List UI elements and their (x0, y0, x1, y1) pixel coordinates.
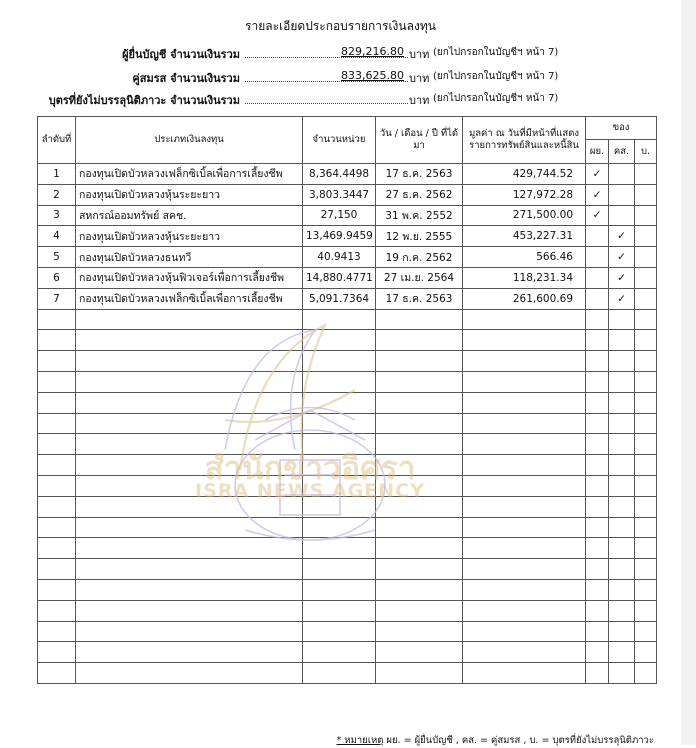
summary-row-child (0, 91, 681, 107)
value (463, 642, 586, 663)
units (303, 642, 376, 663)
row-number (38, 434, 76, 455)
investment-type (76, 621, 303, 642)
acquired-date (376, 413, 463, 434)
owner-child-check (635, 517, 657, 538)
owner-spouse-check (609, 413, 635, 434)
table-row (38, 205, 657, 226)
table-row-empty (38, 642, 657, 663)
row-number (38, 496, 76, 517)
acquired-date: 12 พ.ย. 2555 (376, 226, 463, 247)
table-row-empty (38, 517, 657, 538)
value: 271,500.00 (463, 205, 586, 226)
owner-declarant-check (586, 309, 609, 330)
investment-type: กองทุนเปิดบัวหลวงเฟล็กซิเบิ้ลเพื่อการเลี้ยงชีพ (76, 288, 303, 309)
watermark-english-text: ISRA NEWS AGENCY (195, 480, 425, 502)
owner-child-check (635, 621, 657, 642)
acquired-date (376, 434, 463, 455)
owner-declarant-check (586, 392, 609, 413)
header-owner-declarant: ผย. (586, 140, 609, 164)
owner-child-check (635, 663, 657, 684)
header-owner-child: บ. (635, 140, 657, 164)
owner-declarant-check (586, 371, 609, 392)
owner-child-check (635, 330, 657, 351)
investment-type (76, 351, 303, 372)
summary-value: 829,216.80 (341, 45, 404, 58)
value: 127,972.28 (463, 184, 586, 205)
investment-type (76, 309, 303, 330)
acquired-date (376, 579, 463, 600)
units (303, 559, 376, 580)
owner-spouse-check (609, 621, 635, 642)
units (303, 413, 376, 434)
owner-spouse-check: ✓ (609, 226, 635, 247)
value: 566.46 (463, 247, 586, 268)
owner-child-check (635, 205, 657, 226)
acquired-date: 31 พ.ค. 2552 (376, 205, 463, 226)
owner-spouse-check: ✓ (609, 247, 635, 268)
owner-declarant-check (586, 247, 609, 268)
owner-spouse-check (609, 434, 635, 455)
owner-declarant-check (586, 663, 609, 684)
row-number (38, 579, 76, 600)
investment-type (76, 663, 303, 684)
acquired-date: 27 ธ.ค. 2562 (376, 184, 463, 205)
units (303, 392, 376, 413)
investment-type (76, 496, 303, 517)
acquired-date (376, 517, 463, 538)
acquired-date: 27 เม.ย. 2564 (376, 267, 463, 288)
investment-type: กองทุนเปิดบัวหลวงเฟล็กซิเบิ้ลเพื่อการเลี้ยงชีพ (76, 164, 303, 185)
value: 429,744.52 (463, 164, 586, 185)
investment-type (76, 538, 303, 559)
value (463, 559, 586, 580)
owner-declarant-check (586, 351, 609, 372)
table-body (38, 164, 657, 684)
acquired-date: 17 ธ.ค. 2563 (376, 164, 463, 185)
table-row (38, 288, 657, 309)
acquired-date (376, 642, 463, 663)
owner-child-check (635, 371, 657, 392)
summary-label: บุตรที่ยังไม่บรรลุนิติภาวะ จำนวนเงินรวม (48, 94, 240, 107)
investment-type (76, 517, 303, 538)
table-row-empty (38, 538, 657, 559)
table-row-empty (38, 496, 657, 517)
table-row (38, 247, 657, 268)
row-number: 7 (38, 288, 76, 309)
units (303, 455, 376, 476)
row-number (38, 475, 76, 496)
units: 40.9413 (303, 247, 376, 268)
table-row-empty (38, 309, 657, 330)
acquired-date (376, 663, 463, 684)
owner-declarant-check (586, 642, 609, 663)
owner-declarant-check (586, 413, 609, 434)
watermark-thai-text: สำนักข่าวอิศรา (204, 449, 416, 487)
page-margin-strip (681, 0, 696, 745)
owner-child-check (635, 392, 657, 413)
row-number (38, 517, 76, 538)
owner-spouse-check (609, 642, 635, 663)
owner-child-check (635, 579, 657, 600)
investment-type (76, 559, 303, 580)
owner-child-check (635, 351, 657, 372)
summary-note: (ยกไปกรอกในบัญชีฯ หน้า 7) (433, 93, 559, 104)
table-row-empty (38, 559, 657, 580)
units (303, 309, 376, 330)
owner-spouse-check (609, 309, 635, 330)
row-number (38, 455, 76, 476)
value: 118,231.34 (463, 267, 586, 288)
value (463, 392, 586, 413)
owner-declarant-check (586, 579, 609, 600)
owner-declarant-check (586, 621, 609, 642)
row-number (38, 371, 76, 392)
acquired-date (376, 496, 463, 517)
owner-declarant-check: ✓ (586, 205, 609, 226)
acquired-date (376, 351, 463, 372)
table-row-empty (38, 475, 657, 496)
value (463, 663, 586, 684)
owner-declarant-check (586, 455, 609, 476)
summary-row-declarant (0, 45, 681, 61)
table-row-empty (38, 621, 657, 642)
owner-declarant-check: ✓ (586, 164, 609, 185)
owner-declarant-check (586, 600, 609, 621)
investment-type: กองทุนเปิดบัวหลวงหุ้นระยะยาว (76, 226, 303, 247)
owner-declarant-check (586, 226, 609, 247)
value (463, 475, 586, 496)
owner-child-check (635, 642, 657, 663)
investment-type: กองทุนเปิดบัวหลวงธนทวี (76, 247, 303, 268)
acquired-date: 17 ธ.ค. 2563 (376, 288, 463, 309)
owner-spouse-check: ✓ (609, 267, 635, 288)
header-type: ประเภทเงินลงทุน (76, 117, 303, 164)
owner-spouse-check (609, 164, 635, 185)
summary-row-spouse (0, 69, 681, 85)
units: 27,150 (303, 205, 376, 226)
summary-unit: บาท (409, 94, 430, 107)
acquired-date (376, 330, 463, 351)
investment-type (76, 371, 303, 392)
acquired-date (376, 538, 463, 559)
investment-type (76, 579, 303, 600)
row-number (38, 413, 76, 434)
units: 14,880.4771 (303, 267, 376, 288)
row-number (38, 621, 76, 642)
owner-declarant-check (586, 517, 609, 538)
table-row (38, 267, 657, 288)
owner-declarant-check (586, 330, 609, 351)
investment-table (37, 116, 657, 684)
owner-child-check (635, 184, 657, 205)
units: 5,091.7364 (303, 288, 376, 309)
row-number (38, 351, 76, 372)
owner-child-check (635, 164, 657, 185)
row-number: 2 (38, 184, 76, 205)
row-number: 3 (38, 205, 76, 226)
value: 453,227.31 (463, 226, 586, 247)
table-row-empty (38, 371, 657, 392)
summary-value: 833,625.80 (341, 69, 404, 82)
owner-spouse-check (609, 351, 635, 372)
units (303, 351, 376, 372)
acquired-date (376, 309, 463, 330)
footnote-lead: * หมายเหตุ (336, 735, 384, 746)
table-row-empty (38, 455, 657, 476)
value (463, 413, 586, 434)
units: 8,364.4498 (303, 164, 376, 185)
owner-child-check (635, 538, 657, 559)
investment-type (76, 434, 303, 455)
owner-child-check (635, 455, 657, 476)
header-no: ลำดับที่ (38, 117, 76, 164)
owner-spouse-check (609, 496, 635, 517)
owner-child-check (635, 247, 657, 268)
units (303, 371, 376, 392)
table-row (38, 164, 657, 185)
investment-type (76, 455, 303, 476)
owner-child-check (635, 226, 657, 247)
owner-spouse-check (609, 559, 635, 580)
acquired-date (376, 559, 463, 580)
units (303, 330, 376, 351)
units (303, 600, 376, 621)
investment-type (76, 413, 303, 434)
acquired-date: 19 ก.ค. 2562 (376, 247, 463, 268)
summary-note: (ยกไปกรอกในบัญชีฯ หน้า 7) (433, 71, 559, 82)
owner-spouse-check (609, 579, 635, 600)
owner-spouse-check (609, 475, 635, 496)
summary-unit: บาท (409, 72, 430, 85)
row-number (38, 600, 76, 621)
owner-spouse-check (609, 205, 635, 226)
units (303, 579, 376, 600)
owner-declarant-check: ✓ (586, 184, 609, 205)
investment-type (76, 475, 303, 496)
investment-type (76, 392, 303, 413)
acquired-date (376, 392, 463, 413)
owner-spouse-check: ✓ (609, 288, 635, 309)
header-units: จำนวนหน่วย (303, 117, 376, 164)
owner-spouse-check (609, 455, 635, 476)
units (303, 621, 376, 642)
units (303, 663, 376, 684)
row-number: 4 (38, 226, 76, 247)
footnote (337, 733, 654, 748)
owner-child-check (635, 496, 657, 517)
investment-type (76, 330, 303, 351)
value (463, 351, 586, 372)
row-number: 5 (38, 247, 76, 268)
owner-spouse-check (609, 184, 635, 205)
summary-label: ผู้ยื่นบัญชี จำนวนเงินรวม (122, 48, 240, 61)
value: 261,600.69 (463, 288, 586, 309)
table-row-empty (38, 413, 657, 434)
row-number (38, 559, 76, 580)
row-number (38, 309, 76, 330)
investment-type (76, 600, 303, 621)
table-row-empty (38, 579, 657, 600)
owner-child-check (635, 600, 657, 621)
summary-note: (ยกไปกรอกในบัญชีฯ หน้า 7) (433, 47, 559, 58)
investment-type (76, 642, 303, 663)
table-row-empty (38, 434, 657, 455)
units (303, 434, 376, 455)
units (303, 517, 376, 538)
units (303, 496, 376, 517)
acquired-date (376, 621, 463, 642)
table-row-empty (38, 663, 657, 684)
header-owner-spouse: คส. (609, 140, 635, 164)
owner-child-check (635, 475, 657, 496)
owner-declarant-check (586, 538, 609, 559)
value (463, 434, 586, 455)
owner-declarant-check (586, 434, 609, 455)
owner-spouse-check (609, 371, 635, 392)
value (463, 496, 586, 517)
owner-spouse-check (609, 517, 635, 538)
header-owner: ของ (586, 117, 657, 140)
units (303, 475, 376, 496)
value (463, 621, 586, 642)
table-row-empty (38, 600, 657, 621)
value (463, 579, 586, 600)
row-number (38, 392, 76, 413)
owner-child-check (635, 413, 657, 434)
table-row-empty (38, 351, 657, 372)
row-number (38, 663, 76, 684)
table-row-empty (38, 392, 657, 413)
header-value: มูลค่า ณ วันที่มีหน้าที่แสดง รายการทรัพย์สินและหนี้สิน (463, 117, 586, 164)
owner-child-check (635, 267, 657, 288)
value (463, 455, 586, 476)
owner-spouse-check (609, 663, 635, 684)
units (303, 538, 376, 559)
table-row (38, 226, 657, 247)
owner-declarant-check (586, 496, 609, 517)
acquired-date (376, 455, 463, 476)
investment-type: สหกรณ์ออมทรัพย์ สคช. (76, 205, 303, 226)
owner-declarant-check (586, 267, 609, 288)
value (463, 600, 586, 621)
owner-spouse-check (609, 330, 635, 351)
row-number (38, 538, 76, 559)
row-number (38, 642, 76, 663)
document-title: รายละเอียดประกอบรายการเงินลงทุน (245, 19, 436, 33)
value (463, 371, 586, 392)
owner-child-check (635, 288, 657, 309)
acquired-date (376, 600, 463, 621)
summary-unit: บาท (409, 48, 430, 61)
value (463, 330, 586, 351)
dotted-line (245, 103, 408, 104)
table-row-empty (38, 330, 657, 351)
owner-spouse-check (609, 538, 635, 559)
summary-label: คู่สมรส จำนวนเงินรวม (132, 72, 240, 85)
row-number (38, 330, 76, 351)
owner-child-check (635, 434, 657, 455)
owner-child-check (635, 559, 657, 580)
value (463, 538, 586, 559)
units: 3,803.3447 (303, 184, 376, 205)
investment-type: กองทุนเปิดบัวหลวงหุ้นฟิวเจอร์เพื่อการเลี้ยงชีพ (76, 267, 303, 288)
owner-spouse-check (609, 392, 635, 413)
value (463, 517, 586, 538)
footnote-text: ผย. = ผู้ยื่นบัญชี , คส. = คู่สมรส , บ. = บุตรที่ยังไม่บรรลุนิติภาวะ (383, 735, 654, 746)
table-row (38, 184, 657, 205)
owner-declarant-check (586, 288, 609, 309)
acquired-date (376, 475, 463, 496)
owner-declarant-check (586, 475, 609, 496)
owner-spouse-check (609, 600, 635, 621)
units: 13,469.9459 (303, 226, 376, 247)
owner-declarant-check (586, 559, 609, 580)
value (463, 309, 586, 330)
header-date: วัน / เดือน / ปี ที่ได้มา (376, 117, 463, 164)
owner-child-check (635, 309, 657, 330)
investment-type: กองทุนเปิดบัวหลวงหุ้นระยะยาว (76, 184, 303, 205)
row-number: 6 (38, 267, 76, 288)
row-number: 1 (38, 164, 76, 185)
acquired-date (376, 371, 463, 392)
